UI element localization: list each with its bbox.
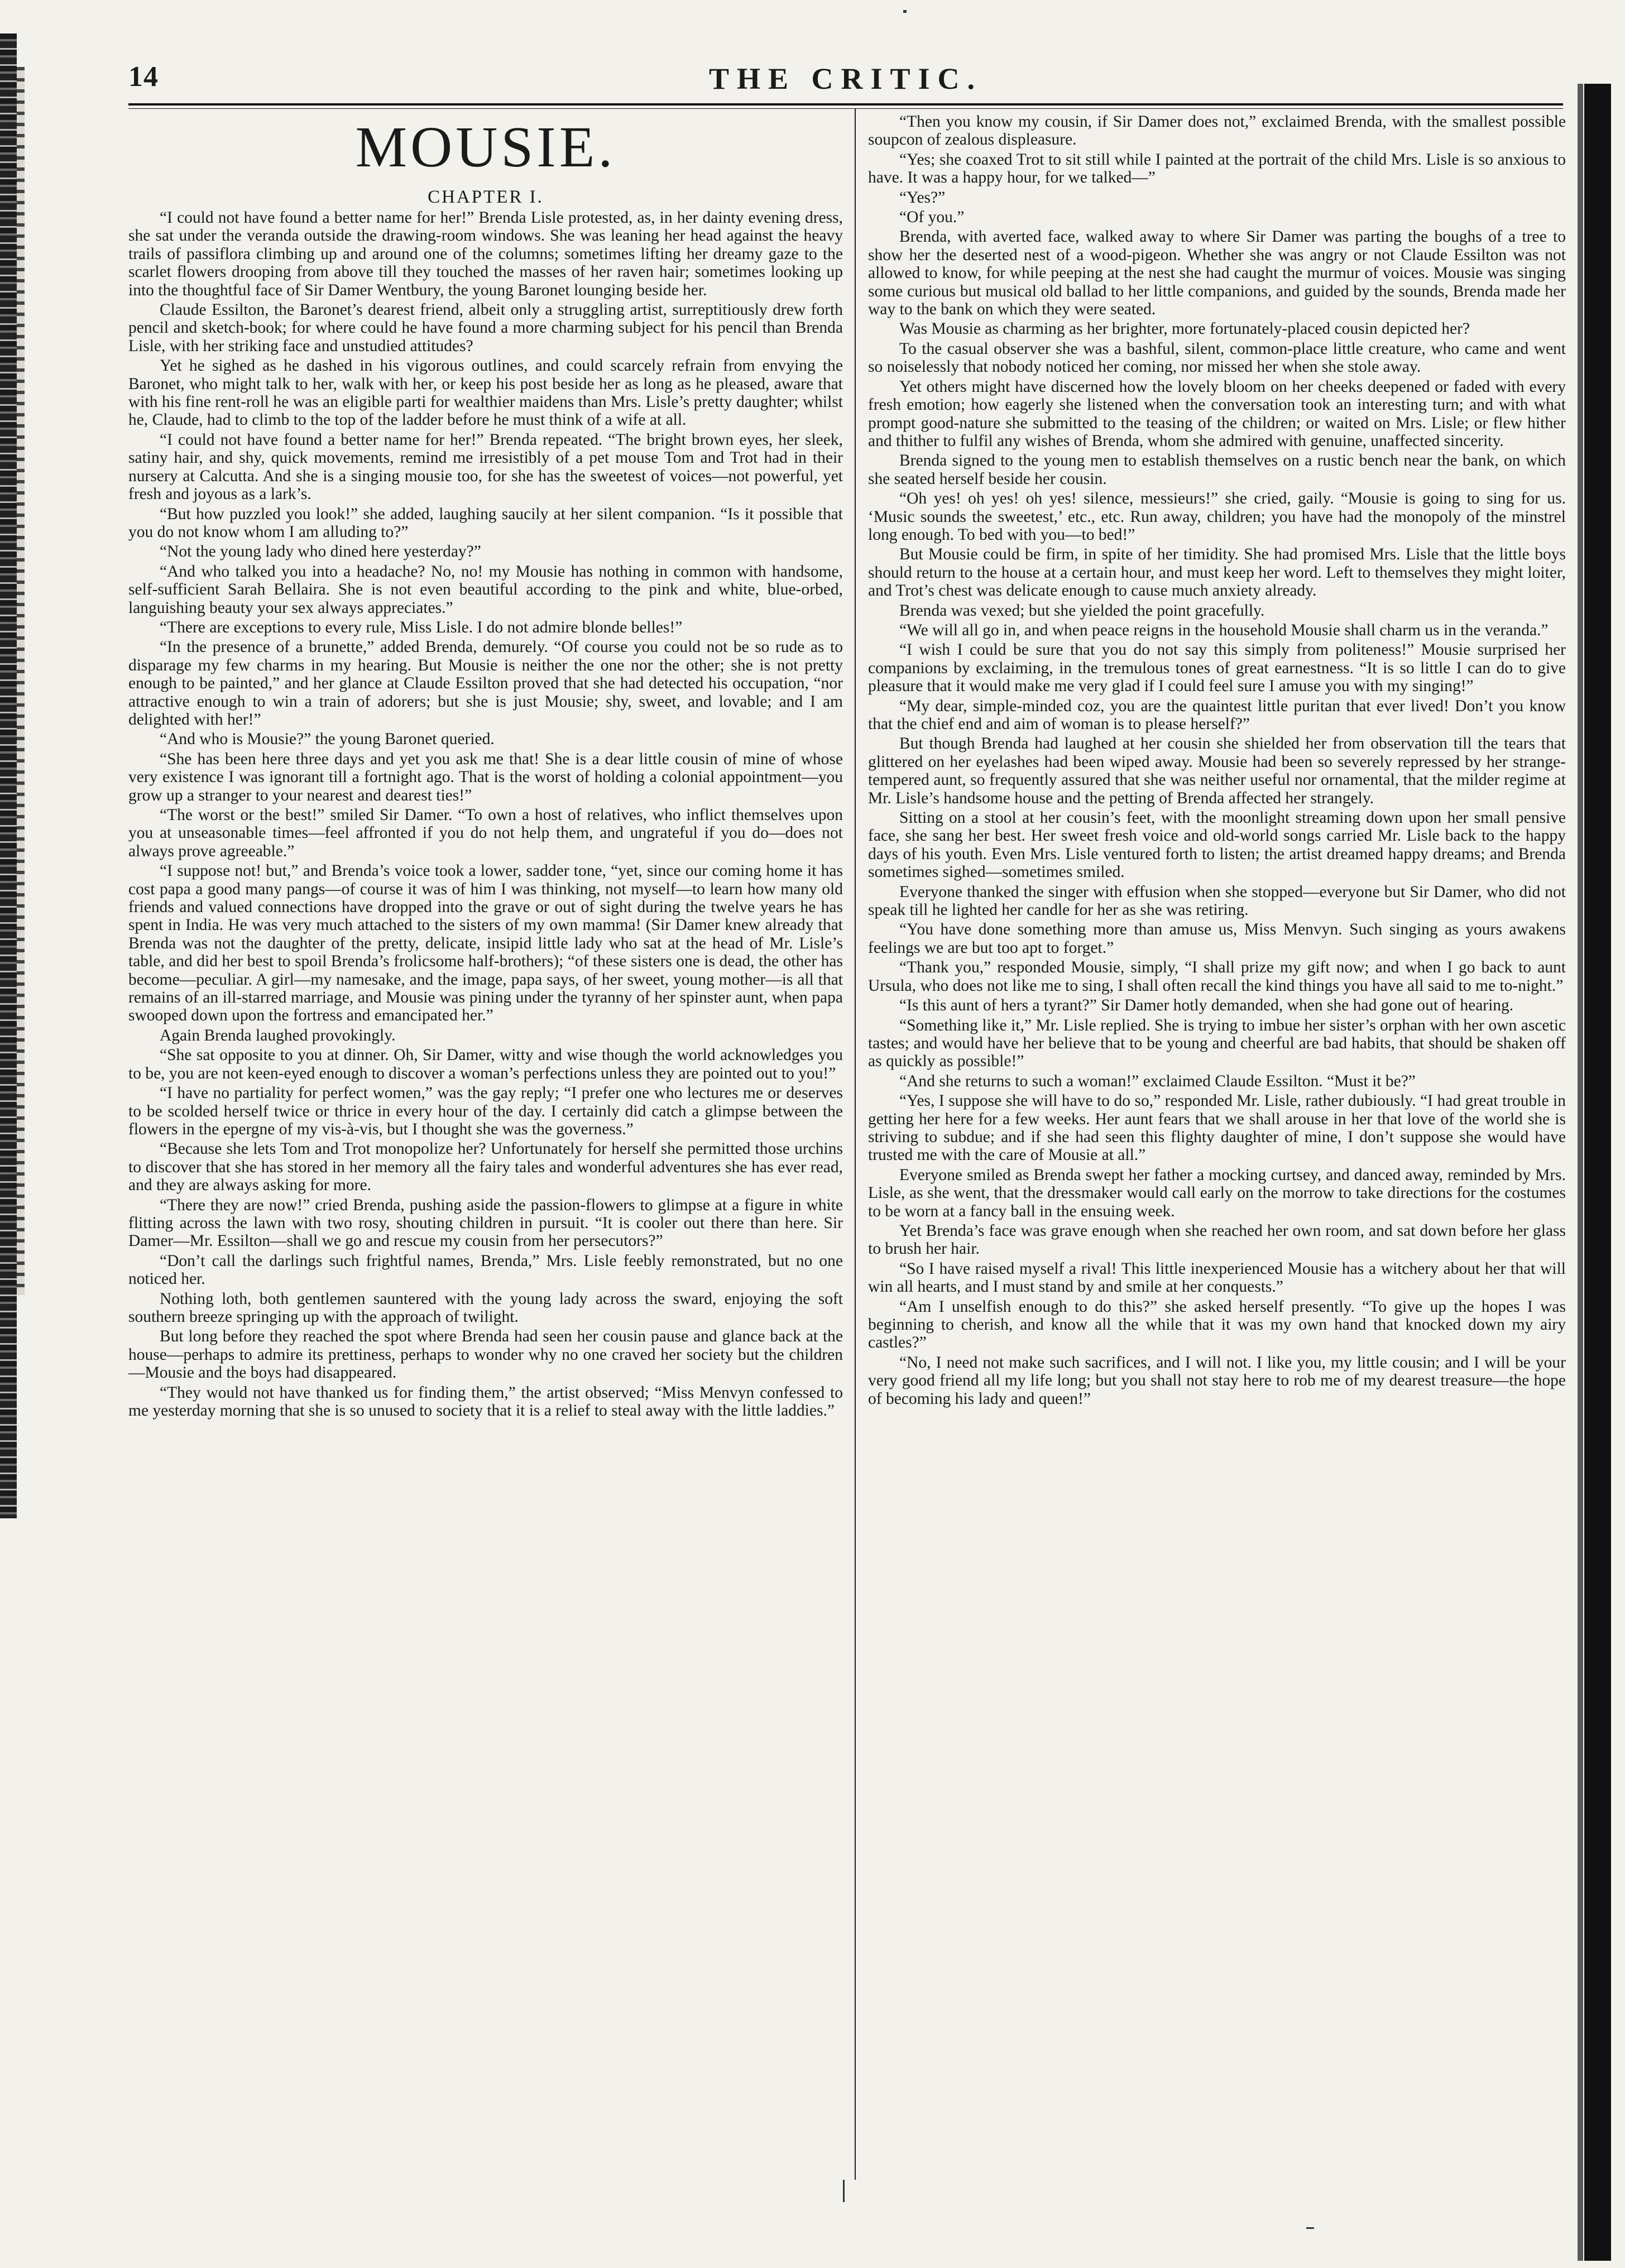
journal-title: THE CRITIC. xyxy=(708,62,983,95)
ink-speck xyxy=(843,2180,845,2202)
paragraph: Was Mousie as charming as her brighter, more fortunately-placed cousin depicted her? xyxy=(899,320,1470,338)
paragraph: “Am I unselfish enough to do this?” she asked herself presently. “To give up the hopes I was beginning to cherish, and know all the while that it was my own hand that knocked down my airy castles?” xyxy=(868,1297,1566,1352)
paragraph: “And who talked you into a headache? No, no! my Mousie has nothing in common with handsome, self-sufficient Sarah Bellaira. She is not even beautiful according to the pink and white, blue-orbed, languishing beauty your sex always appreciates.” xyxy=(128,562,843,617)
paragraph: To the casual observer she was a bashful, silent, common-place little creature, who came and went so noiselessly that nobody noticed her coming, nor missed her when she stole away. xyxy=(868,339,1566,376)
paragraph: “You have done something more than amuse us, Miss Menvyn. Such singing as yours awakens feelings we are but too apt to forget.” xyxy=(868,920,1566,957)
chapter-heading: CHAPTER I. xyxy=(428,187,544,207)
paragraph: “So I have raised myself a rival! This little inexperienced Mousie has a witchery about her that will win all hearts, and I must stand by and smile at her conquests.” xyxy=(868,1259,1566,1296)
paragraph: But Mousie could be firm, in spite of her timidity. She had promised Mrs. Lisle that the little boys should return to the house at a certain hour, and must keep her word. Left to themselves they might loiter, and Trot’s chest was delicate enough to cause much anxiety already. xyxy=(868,545,1566,600)
left-column xyxy=(128,113,843,1421)
paragraph: “Is this aunt of hers a tyrant?” Sir Damer hotly demanded, when she had gone out of hearing. xyxy=(899,996,1514,1015)
paragraph: Again Brenda laughed provokingly. xyxy=(160,1026,396,1044)
paragraph: “She sat opposite to you at dinner. Oh, Sir Damer, witty and wise though the world acknowledges you to be, you are not keen-eyed enough to discover a woman’s perfections unless they are pointed out to you!” xyxy=(128,1046,843,1082)
paragraph: “Because she lets Tom and Trot monopolize her? Unfortunately for herself she permitted those urchins to discover that she has stored in her memory all the fairy tales and wonderful adventures she has ever read, and they are always asking for more. xyxy=(128,1140,843,1195)
paragraph: Brenda, with averted face, walked away to where Sir Damer was parting the boughs of a tree to show her the deserted nest of a wood-pigeon. Whether she was angry or not Claude Essilton was not allowed to know, for while peeping at the nest she had caught the murmur of voices. Mousie was singing some curious but musical old ballad to her little companions, and guided by the sounds, Brenda made her way to the bank on which they were seated. xyxy=(868,228,1566,319)
paragraph: “Then you know my cousin, if Sir Damer does not,” exclaimed Brenda, with the smallest possible soupcon of zealous displeasure. xyxy=(868,113,1566,149)
paragraph: “I could not have found a better name for her!” Brenda Lisle protested, as, in her dainty evening dress, she sat under the veranda outside the drawing-room windows. She was leaning her head against the heavy trails of passiflora climbing up and around one of the columns; sometimes lifting her dreamy gaze to the scarlet flowers drooping from above till they touched the masses of her raven hair; sometimes looking up into the thoughtful face of Sir Damer Wentbury, the young Baronet lounging beside her. xyxy=(128,209,843,299)
paragraph: “But how puzzled you look!” she added, laughing saucily at her silent companion. “Is it possible that you do not know whom I am alluding to?” xyxy=(128,505,843,541)
paragraph: “Something like it,” Mr. Lisle replied. She is trying to imbue her sister’s orphan with her own ascetic tastes; and would have her believe that to be young and cheerful are bad habits, that should be shaken off as quickly as possible!” xyxy=(868,1016,1566,1071)
paragraph: “I suppose not! but,” and Brenda’s voice took a lower, sadder tone, “yet, since our coming home it has cost papa a good many pangs—of course it was of him I was thinking, not myself—to learn how many old friends and valued connections have dropped into the grave or out of sight during the twelve years he has spent in India. He was very much attached to the sisters of my own mamma! (Sir Damer knew already that Brenda was not the daughter of the pretty, delicate, insipid little lady who sat at the head of Mr. Lisle’s table, and did her best to spoil Brenda’s frolicsome half-brothers); “of these sisters one is dead, the other has become—peculiar. A girl—my namesake, and the image, papa says, of her sweet, young mother—is all that remains of an ill-starred marriage, and Mousie was pining under the tyranny of her spinster aunt, when papa swooped down upon the fortress and emancipated her.” xyxy=(128,862,843,1025)
paragraph: Claude Essilton, the Baronet’s dearest friend, albeit only a struggling artist, surreptitiously drew forth pencil and sketch-book; for where could he have found a more charming subject for his pencil than Brenda Lisle, with her striking face and unstudied attitudes? xyxy=(128,301,843,355)
paragraph: Everyone smiled as Brenda swept her father a mocking curtsey, and danced away, reminded by Mrs. Lisle, as she went, that the dressmaker would call early on the morrow to take directions for the costumes to be worn at a fancy ball in the ensuing week. xyxy=(868,1166,1566,1220)
paragraph: “My dear, simple-minded coz, you are the quaintest little puritan that ever lived! Don’t you know that the chief end and aim of woman is to please herself?” xyxy=(868,697,1566,733)
page-edge-shadow xyxy=(1578,84,1583,2261)
column-divider xyxy=(855,109,856,2180)
article-title: MOUSIE. xyxy=(355,115,616,179)
paragraph: Yet Brenda’s face was grave enough when she reached her own room, and sat down before her glass to brush her hair. xyxy=(868,1221,1566,1258)
ink-speck xyxy=(1306,2227,1314,2229)
paragraph: “I could not have found a better name for her!” Brenda repeated. “The bright brown eyes, her sleek, satiny hair, and shy, quick movements, remind me irresistibly of a pet mouse Tom and Trot had in their nursery at Calcutta. And she is a singing mousie too, for she has the sweetest of voices—not powerful, yet fresh and joyous as a lark’s. xyxy=(128,430,843,504)
paragraph: “Yes?” xyxy=(899,188,946,207)
binding-shadow xyxy=(17,67,25,1295)
page-edge xyxy=(1584,84,1611,2261)
paragraph: “And she returns to such a woman!” exclaimed Claude Essilton. “Must it be?” xyxy=(899,1072,1416,1090)
paragraph: “Oh yes! oh yes! oh yes! silence, messieurs!” she cried, gaily. “Mousie is going to sing for us. ‘Music sounds the sweetest,’ etc., etc. Run away, children; you have had the monopoly of the minstrel long enough. To bed with you—to bed!” xyxy=(868,490,1566,544)
paragraph: “No, I need not make such sacrifices, and I will not. I like you, my little cousin; and I will be your very good friend all my life long; but you shall not stay here to rob me of my dearest treasure—the hope of becoming his lady and queen!” xyxy=(868,1353,1566,1408)
header-rule xyxy=(128,103,1563,106)
paragraph: Yet he sighed as he dashed in his vigorous outlines, and could scarcely refrain from envying the Baronet, who might talk to her, walk with her, or keep his post beside her as long as he pleased, aware that with his fine rent-roll he was an eligible parti for wealthier maidens than Mrs. Lisle’s pretty daughter; whilst he, Claude, had to climb to the top of the ladder before he must think of a wife at all. xyxy=(128,357,843,429)
paragraph: “In the presence of a brunette,” added Brenda, demurely. “Of course you could not be so rude as to disparage my few charms in my hearing. But Mousie is neither the one nor the other; she is not pretty enough to be painted,” and her glance at Claude Essilton proved that she had detected his occupation, “nor attractive enough to win a train of adorers; but she is just Mousie; shy, sweet, and lovable; and I am delighted with her!” xyxy=(128,638,843,728)
paragraph: “There they are now!” cried Brenda, pushing aside the passion-flowers to glimpse at a figure in white flitting across the lawn with two rosy, shouting children in pursuit. “It is cooler out there than here. Sir Damer—Mr. Essilton—shall we go and rescue my cousin from her persecutors?” xyxy=(128,1196,843,1250)
ink-speck xyxy=(903,10,907,13)
paragraph: “I have no partiality for perfect women,” was the gay reply; “I prefer one who lectures me or deserves to be scolded herself twice or thrice in every hour of the day. I certainly did catch a glimpse between the flowers in the epergne of my vis-à-vis, but I thought she was the governess.” xyxy=(128,1084,843,1138)
paragraph: Everyone thanked the singer with effusion when she stopped—everyone but Sir Damer, who did not speak till he lighted her candle for her as she was retiring. xyxy=(868,883,1566,919)
paragraph: But long before they reached the spot where Brenda had seen her cousin pause and glance back at the house—perhaps to admire its prettiness, perhaps to wonder why no one craved her society but the children—Mousie and the boys had disappeared. xyxy=(128,1327,843,1382)
header-rule-thin xyxy=(128,108,1563,109)
paragraph: “We will all go in, and when peace reigns in the household Mousie shall charm us in the veranda.” xyxy=(899,621,1549,639)
paragraph: Brenda signed to the young men to establish themselves on a rustic bench near the bank, on which she seated herself beside her cousin. xyxy=(868,452,1566,488)
paragraph: “Thank you,” responded Mousie, simply, “I shall prize my gift now; and when I go back to aunt Ursula, who does not like me to sing, I shall often recall the kind things you have all said to me to-night.” xyxy=(868,958,1566,995)
paragraph: Nothing loth, both gentlemen sauntered with the young lady across the sward, enjoying the soft southern breeze springing up with the approach of twilight. xyxy=(128,1289,843,1326)
paragraph: Sitting on a stool at her cousin’s feet, with the moonlight streaming down upon her small pensive face, she sang her best. Her sweet fresh voice and old-world songs carried Mr. Lisle back to the happy days of his youth. Even Mrs. Lisle ventured forth to listen; the artist dreamed happy dreams; and Brenda sometimes sighed—sometimes smiled. xyxy=(868,809,1566,881)
page-header xyxy=(128,60,1563,100)
paragraph: “Yes; she coaxed Trot to sit still while I painted at the portrait of the child Mrs. Lisle is so anxious to have. It was a happy hour, for we talked—” xyxy=(868,150,1566,187)
paragraph: “I wish I could be sure that you do not say this simply from politeness!” Mousie surprised her companions by exclaiming, in the tremulous tones of great earnestness. “It is so little I can do to give pleasure that it would make me very glad if I could feel sure I amuse you with my singing!” xyxy=(868,641,1566,696)
page-number: 14 xyxy=(128,61,159,93)
paragraph: Yet others might have discerned how the lovely bloom on her cheeks deepened or faded with every fresh emotion; how eagerly she listened when the conversation took an interesting turn; and with what prompt good-nature she submitted to the teasing of the children; or waited on Mrs. Lisle; or flew hither and thither to fulfil any wishes of Brenda, whom she admired with genuine, unaffected sincerity. xyxy=(868,377,1566,450)
paragraph: “They would not have thanked us for finding them,” the artist observed; “Miss Menvyn confessed to me yesterday morning that she is so unused to society that it is a relief to steal away with the little laddies.” xyxy=(128,1383,843,1420)
binding-edge xyxy=(0,33,17,1518)
paragraph: Brenda was vexed; but she yielded the point gracefully. xyxy=(899,601,1265,620)
paragraph: “Not the young lady who dined here yesterday?” xyxy=(160,543,481,561)
paragraph: “Don’t call the darlings such frightful names, Brenda,” Mrs. Lisle feebly remonstrated, but no one noticed her. xyxy=(128,1252,843,1288)
right-column xyxy=(868,113,1566,1409)
paragraph: “And who is Mousie?” the young Baronet queried. xyxy=(160,730,495,749)
paragraph: “Yes, I suppose she will have to do so,” responded Mr. Lisle, rather dubiously. “I had great trouble in getting her here for a few weeks. Her aunt fears that we shall arouse in her that love of the world she is striving to subdue; and if she had seen this flighty daughter of mine, I don’t suppose she would have trusted me with the care of Mousie at all.” xyxy=(868,1092,1566,1164)
paragraph: “Of you.” xyxy=(899,208,965,227)
paragraph: But though Brenda had laughed at her cousin she shielded her from observation till the tears that glittered on her eyelashes had been wiped away. Mousie had been so severely repressed by her strange-tempered aunt, so frequently assured that she was neither useful nor ornamental, that the milder regime at Mr. Lisle’s handsome house and the petting of Brenda affected her strangely. xyxy=(868,735,1566,807)
paragraph: “The worst or the best!” smiled Sir Damer. “To own a host of relatives, who inflict themselves upon you at unseasonable times—feel affronted if you do not help them, and ungrateful if you do—does not always prove agreeable.” xyxy=(128,806,843,860)
paragraph: “She has been here three days and yet you ask me that! She is a dear little cousin of mine of whose very existence I was ignorant till a fortnight ago. That is the worst of holding a colonial appointment—you grow up a stranger to your nearest and dearest ties!” xyxy=(128,750,843,804)
paragraph: “There are exceptions to every rule, Miss Lisle. I do not admire blonde belles!” xyxy=(160,618,683,636)
